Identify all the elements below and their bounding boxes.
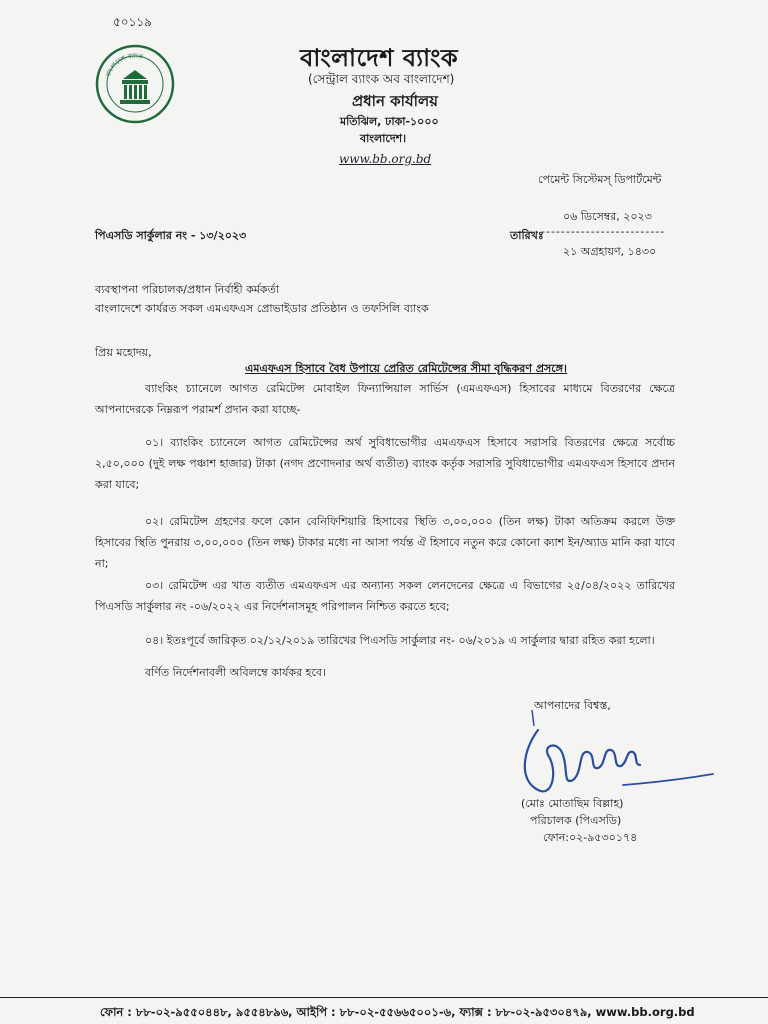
logo-text: বাংলাদেশ ব্যাংক: [104, 51, 144, 79]
closing-text: আপনাদের বিশ্বস্ত,: [534, 699, 611, 712]
bank-name: বাংলাদেশ ব্যাংক: [300, 44, 459, 72]
document-serial-number: ৫০১১৯: [113, 15, 152, 29]
body-paragraph: বর্ণিত নির্দেশনাবলী অবিলম্বে কার্যকর হবে।: [145, 666, 326, 679]
date-bangla: ২১ অগ্রহায়ণ, ১৪৩০: [563, 245, 657, 258]
date-separator: -------------------------: [541, 225, 666, 238]
department-name: পেমেন্ট সিস্টেমস্‌ ডিপার্টমেন্ট: [538, 173, 662, 186]
body-paragraph: ০১। ব্যাংকিং চ্যানেলে আগত রেমিটেন্সের অর্থ সুবিধাভোগীর এমএফএস হিসাবে সরাসরি বিতরণের ক্ষেত্রে সর্বোচ্চ ২,৫০,০০০ (দুই লক্ষ পঞ্চাশ হাজার) টাকা (নগদ প্রণোদনার অর্থ ব্যতীত) ব্যাংক কর্তৃক সরাসরি সুবিধাভোগীর এমএফএস হিসাবে প্রদান করা যাবে;: [95, 436, 675, 491]
office-name: প্রধান কার্যালয়: [352, 92, 438, 110]
bangladesh-bank-logo: [95, 44, 175, 124]
body-paragraph: ০২। রেমিটেন্স গ্রহণের ফলে কোন বেনিফিশিয়ারি হিসাবের স্থিতি ৩,০০,০০০ (তিন লক্ষ) টাকা অতিক্রম করলে উক্ত হিসাবের স্থিতি পুনরায় ৩,০০,০০০ (তিন লক্ষ) টাকার মধ্যে না আসা পর্যন্ত ঐ হিসাবে নতুন করে কোনো ক্যাশ ইন/অ্যাড মানি করা যাবে না;: [95, 515, 675, 570]
signer-title: পরিচালক (পিএসডি): [530, 814, 622, 827]
recipient-line: বাংলাদেশে কার্যরত সকল এমএফএস প্রোভাইডার প্রতিষ্ঠান ও তফসিলি ব্যাংক: [95, 302, 429, 315]
circular-number: পিএসডি সার্কুলার নং - ১৩/২০২৩: [95, 229, 247, 242]
body-paragraph: ০৩। রেমিটেন্স এর খাত ব্যতীত এমএফএস এর অন্যান্য সকল লেনদেনের ক্ষেত্রে এ বিভাগের ২৫/০৪/২০২২ তারিখের পিএসডি সার্কুলার নং -০৬/২০২২ এর নির্দেশনাসমূহ পরিপালন নিশ্চিত করতে হবে;: [95, 579, 675, 613]
footer-divider: [0, 997, 768, 998]
body-paragraph: ব্যাংকিং চ্যানেলে আগত রেমিটেন্স মোবাইল ফিন্যান্সিয়াল সার্ভিস (এমএফএস) হিসাবের মাধ্যমে বিতরণের ক্ষেত্রে আপনাদেরকে নিম্নরূপ পরামর্শ প্রদান করা যাচ্ছে-: [95, 382, 675, 416]
date-gregorian: ০৬ ডিসেম্বর, ২০২৩: [563, 210, 652, 223]
office-address: মতিঝিল, ঢাকা-১০০০: [340, 115, 439, 128]
body-paragraph: ০৪। ইতঃপূর্বে জারিকৃত ০২/১২/২০১৯ তারিখের পিএসডি সার্কুলার নং- ০৬/২০১৯ এ সার্কুলার দ্বারা রহিত করা হলো।: [145, 634, 655, 647]
salutation: প্রিয় মহোদয়,: [95, 346, 152, 359]
signer-name: (মোঃ মোতাছিম বিল্লাহ): [521, 797, 624, 810]
subject-line: এমএফএস হিসাবে বৈধ উপায়ে প্রেরিত রেমিটেন্সের সীমা বৃদ্ধিকরণ প্রসঙ্গে।: [245, 362, 567, 375]
signature-image: [518, 710, 718, 800]
date-label: তারিখঃ: [510, 229, 544, 242]
recipient-line: ব্যবস্থাপনা পরিচালক/প্রধান নির্বাহী কর্মকর্তা: [95, 283, 280, 296]
country-name: বাংলাদেশ।: [360, 132, 407, 145]
signer-phone: ফোন:০২-৯৫৩০১৭৪: [543, 831, 638, 844]
website-link[interactable]: www.bb.org.bd: [339, 152, 432, 166]
bank-subtitle: (সেন্ট্রাল ব্যাংক অব বাংলাদেশ): [308, 72, 455, 86]
footer-contact: ফোন : ৮৮-০২-৯৫৫০৪৪৮, ৯৫৫৪৮৯৬, আইপি : ৮৮-০২-৫৫৬৬৫০০১-৬, ফ্যাক্স : ৮৮-০২-৯৫৩০৪৭৯, www.bb.org.bd: [100, 1005, 695, 1019]
